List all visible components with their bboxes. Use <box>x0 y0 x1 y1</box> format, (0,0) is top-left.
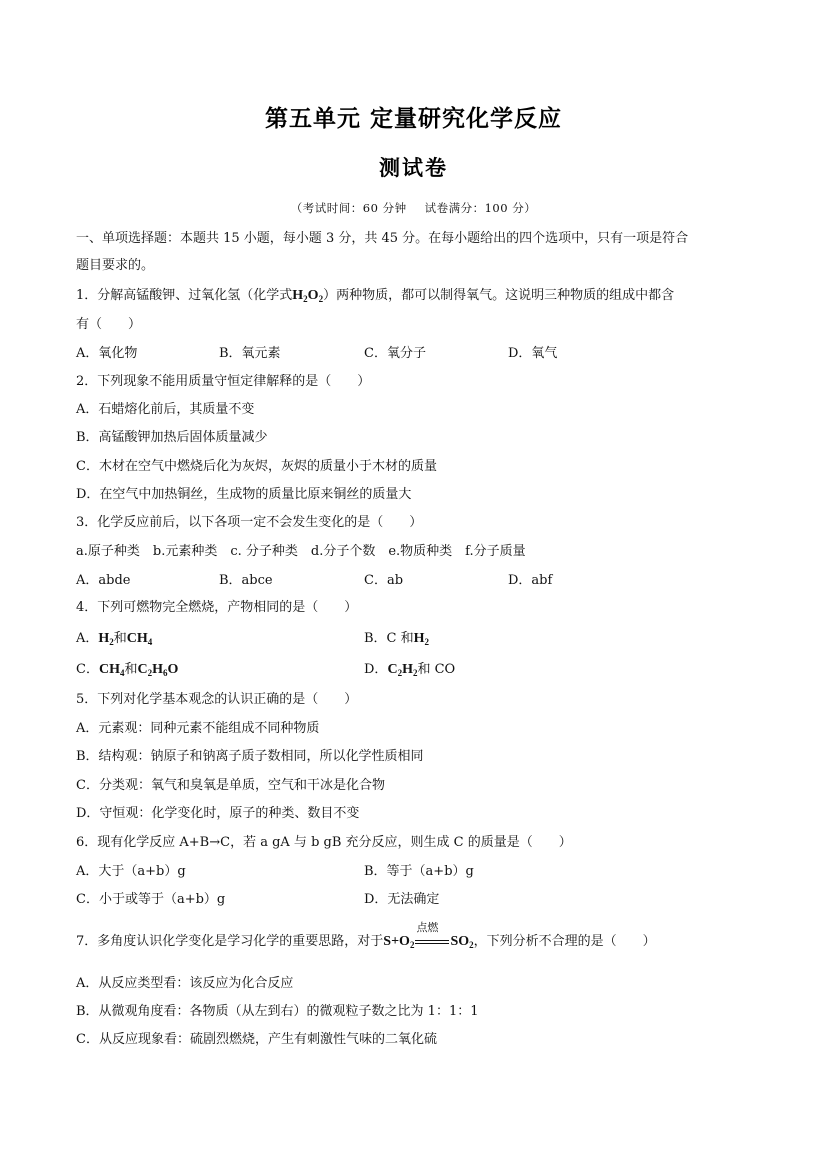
q6-option-d[interactable]: D．无法确定 <box>364 892 440 907</box>
question-1-stem <box>76 287 674 305</box>
q6-option-b[interactable]: B．等于（a+b）g <box>364 864 474 879</box>
question-6-stem: 6．现有化学反应 A+B→C，若 a gA 与 b gB 充分反应，则生成 C 的质量是（ ） <box>76 835 572 850</box>
q2-option-b[interactable]: B．高锰酸钾加热后固体质量减少 <box>76 430 268 445</box>
page-subtitle: 测试卷 <box>379 156 448 180</box>
q1-stem-a: 1．分解高锰酸钾、过氧化氢（化学式 <box>76 288 293 303</box>
q5-option-d[interactable]: D．守恒观：化学变化时，原子的种类、数目不变 <box>76 806 360 821</box>
q1-option-c[interactable]: C．氧分子 <box>364 346 426 361</box>
question-7-stem: 7．多角度认识化学变化是学习化学的重要思路，对于$S+O_2$ 点燃 $SO_2$，下列分析不合理的是（ ） <box>76 920 656 950</box>
question-4-stem: 4．下列可燃物完全燃烧，产物相同的是（ ） <box>76 600 358 615</box>
q1-option-b[interactable]: B．氧元素 <box>219 346 281 361</box>
q1-option-d[interactable]: D．氧气 <box>508 346 558 361</box>
q5-option-c[interactable]: C．分类观：氧气和臭氧是单质，空气和干冰是化合物 <box>76 778 385 793</box>
exam-info <box>0 200 827 216</box>
section-heading-cont: 题目要求的。 <box>76 258 155 273</box>
question-1-stem-cont: 有（ ） <box>76 317 142 332</box>
q3-option-d[interactable]: D．abf <box>508 573 553 588</box>
q4-option-b[interactable]: B．C 和$H_2$ <box>364 631 430 647</box>
q7-option-c[interactable]: C．从反应现象看：硫剧烈燃烧，产生有刺激性气味的二氧化硫 <box>76 1032 437 1047</box>
q6-option-a[interactable]: A．大于（a+b）g <box>76 864 186 879</box>
q3-option-c[interactable]: C．ab <box>364 573 404 588</box>
question-3-stem: 3．化学反应前后，以下各项一定不会发生变化的是（ ） <box>76 515 423 530</box>
q5-option-b[interactable]: B．结构观：钠原子和钠离子质子数相同，所以化学性质相同 <box>76 749 424 764</box>
q1-option-a[interactable]: A．氧化物 <box>76 346 138 361</box>
q7-option-a[interactable]: A．从反应类型看：该反应为化合反应 <box>76 976 294 991</box>
q6-option-c[interactable]: C．小于或等于（a+b）g <box>76 892 226 907</box>
exam-time: （考试时间：60 分钟 <box>290 201 407 215</box>
q4-option-d[interactable]: D．$C_2H_2$和 CO <box>364 662 456 678</box>
page-title: 第五单元 定量研究化学反应 <box>264 106 562 132</box>
question-5-stem: 5．下列对化学基本观念的认识正确的是（ ） <box>76 692 358 707</box>
question-2-stem: 2．下列现象不能用质量守恒定律解释的是（ ） <box>76 374 371 389</box>
q2-option-c[interactable]: C．木材在空气中燃烧后化为灰烬，灰烬的质量小于木材的质量 <box>76 459 437 474</box>
q1-formula: $H_2O_2$ <box>292 288 324 304</box>
q7-equation: $S+O_2$ 点燃 $SO_2$ <box>383 920 474 950</box>
q3-items: a.原子种类 b.元素种类 c. 分子种类 d.分子个数 e.物质种类 f.分子质量 <box>76 544 526 559</box>
section-heading: 一、单项选择题：本题共 15 小题，每小题 3 分，共 45 分。在每小题给出的四个选项中，只有一项是符合 <box>76 231 689 246</box>
q5-option-a[interactable]: A．元素观：同种元素不能组成不同种物质 <box>76 721 320 736</box>
exam-score: 试卷满分：100 分） <box>424 201 537 215</box>
q4-option-c[interactable]: C．$CH_4$和$C_2H_6O$ <box>76 662 179 678</box>
q2-option-d[interactable]: D．在空气中加热铜丝，生成物的质量比原来铜丝的质量大 <box>76 487 412 502</box>
q4-option-a[interactable]: A．$H_2$和$CH_4$ <box>76 631 153 647</box>
reaction-arrow-icon: 点燃 <box>415 935 449 949</box>
q2-option-a[interactable]: A．石蜡熔化前后，其质量不变 <box>76 402 255 417</box>
q1-stem-b: ）两种物质，都可以制得氧气。这说明三种物质的组成中都含 <box>323 288 675 303</box>
q3-option-b[interactable]: B．abce <box>219 573 273 588</box>
q3-option-a[interactable]: A．abde <box>76 573 131 588</box>
q7-option-b[interactable]: B．从微观角度看：各物质（从左到右）的微观粒子数之比为 1：1：1 <box>76 1004 479 1019</box>
